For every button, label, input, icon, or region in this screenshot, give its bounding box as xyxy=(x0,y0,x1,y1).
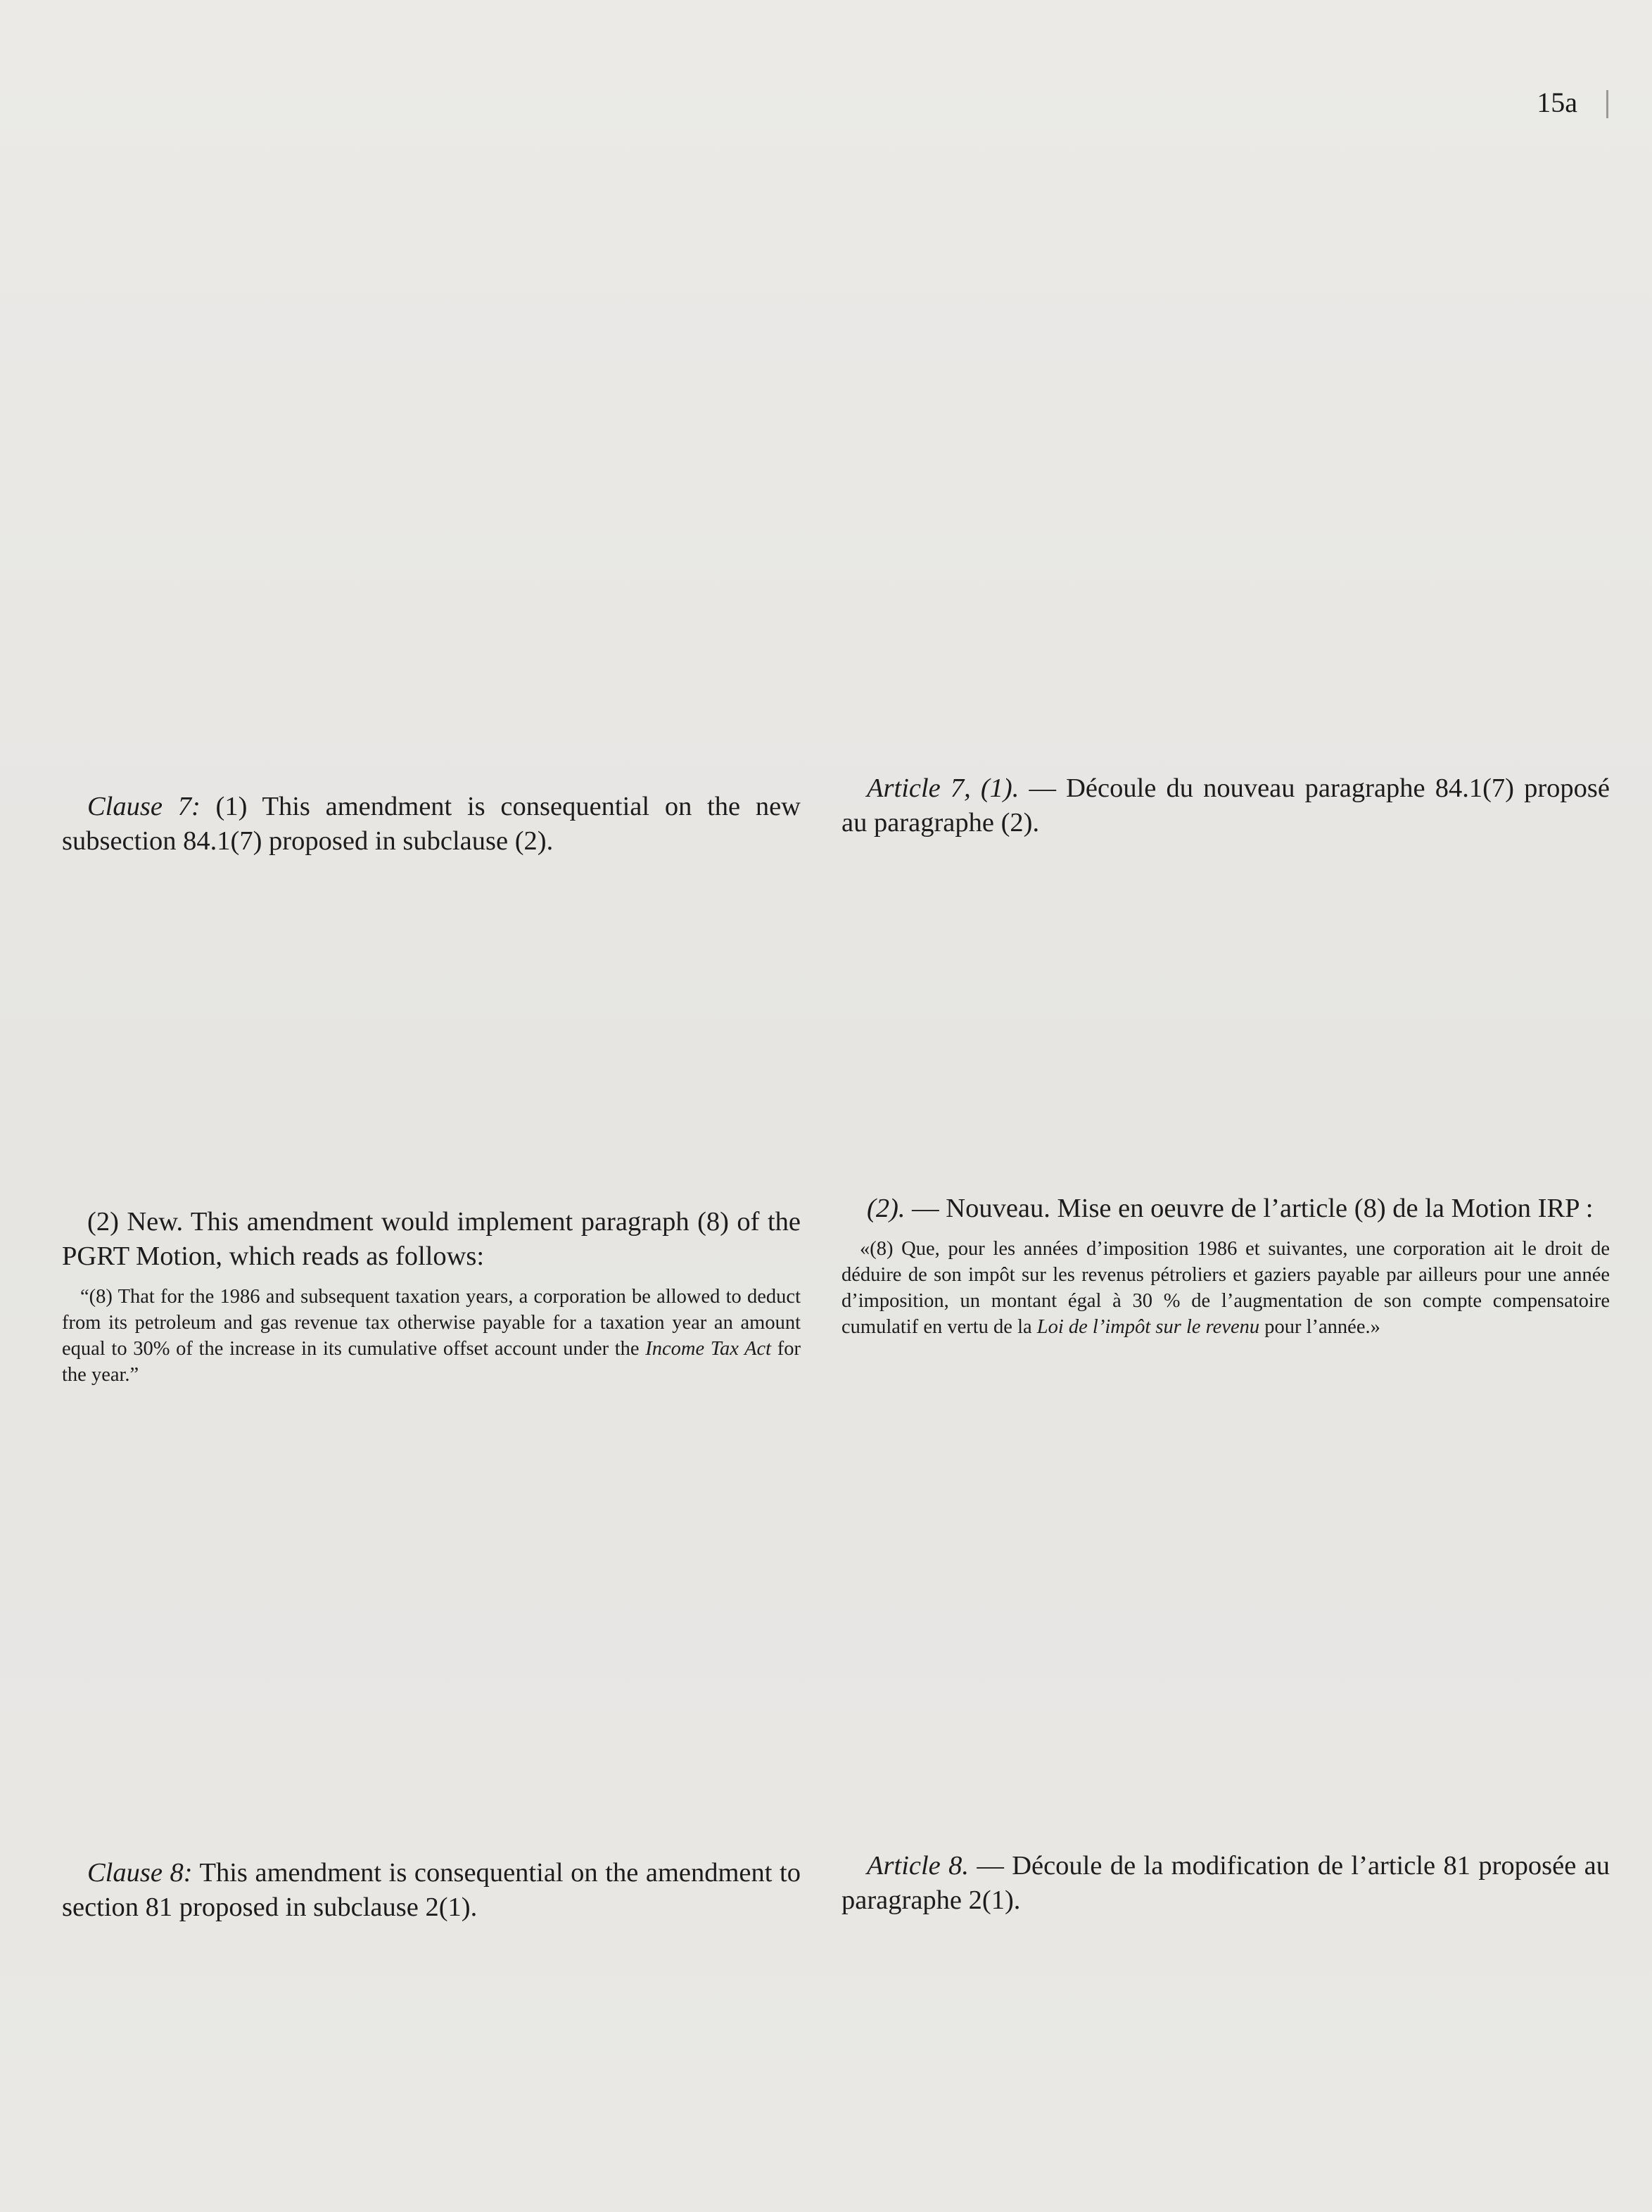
clause-7-text-en: (1) This amendment is consequential on the new subsection 84.1(7) proposed in subclause (2). xyxy=(62,792,801,856)
clause-7-note-fr xyxy=(841,771,1610,840)
clause-7-note-en xyxy=(62,790,801,859)
clause-7-text-fr: — Découle du nouveau paragraphe 84.1(7) proposé au paragraphe (2). xyxy=(841,773,1610,838)
quote-fr-part-2: pour l’année.» xyxy=(1259,1316,1380,1338)
quote-fr-part-1: «(8) Que, pour les années d’imposition 1986 et suivantes, une corporation ait le droit de déduire de son impôt sur les revenus pétroliers et gaziers payable par ailleurs pour une année d’imposition, un montant égal à 30 % de l’augmentation de son compte compensatoire cumulatif en vertu de la xyxy=(841,1238,1610,1338)
margin-mark xyxy=(1606,90,1608,118)
bleed-through-left-column xyxy=(225,158,844,1883)
clause-7-label-en: Clause 7: xyxy=(87,792,201,821)
clause-7-2-text-fr: — Nouveau. Mise en oeuvre de l’article (8) de la Motion IRP : xyxy=(905,1194,1594,1223)
clause-8-note-fr xyxy=(841,1849,1610,1918)
clause-8-label-fr: Article 8. xyxy=(867,1851,969,1881)
clause-7-2-label-fr: (2). xyxy=(867,1194,906,1223)
quote-fr-act-title: Loi de l’impôt sur le revenu xyxy=(1036,1316,1260,1338)
clause-8-label-en: Clause 8: xyxy=(87,1858,193,1888)
clause-8-text-en: This amendment is consequential on the amendment to section 81 proposed in subclause 2(1). xyxy=(62,1858,801,1922)
clause-8-note-en xyxy=(62,1856,801,1925)
clause-7-label-fr: Article 7, (1). xyxy=(867,773,1019,803)
clause-7-2-note-en xyxy=(62,1205,801,1388)
quote-en-part-2: for the year.” xyxy=(62,1338,801,1386)
pgrt-motion-quote-en xyxy=(62,1284,801,1388)
clause-7-2-note-fr xyxy=(841,1192,1610,1340)
irp-motion-quote-fr xyxy=(841,1236,1610,1340)
page-number: 15a xyxy=(1537,87,1577,118)
quote-en-part-1: “(8) That for the 1986 and subsequent taxation years, a corporation be allowed to deduct from its petroleum and gas revenue tax otherwise payable for a taxation year an amount equal to 30% of the increase in its cumulative offset account under the xyxy=(62,1286,801,1360)
clause-7-2-text-en: (2) New. This amendment would implement paragraph (8) of the PGRT Motion, which reads as follows: xyxy=(62,1207,801,1271)
bleed-through-right-column xyxy=(823,158,1442,1883)
clause-8-text-fr: — Découle de la modification de l’article 81 proposée au paragraphe 2(1). xyxy=(841,1851,1610,1915)
quote-en-act-title: Income Tax Act xyxy=(645,1338,772,1360)
